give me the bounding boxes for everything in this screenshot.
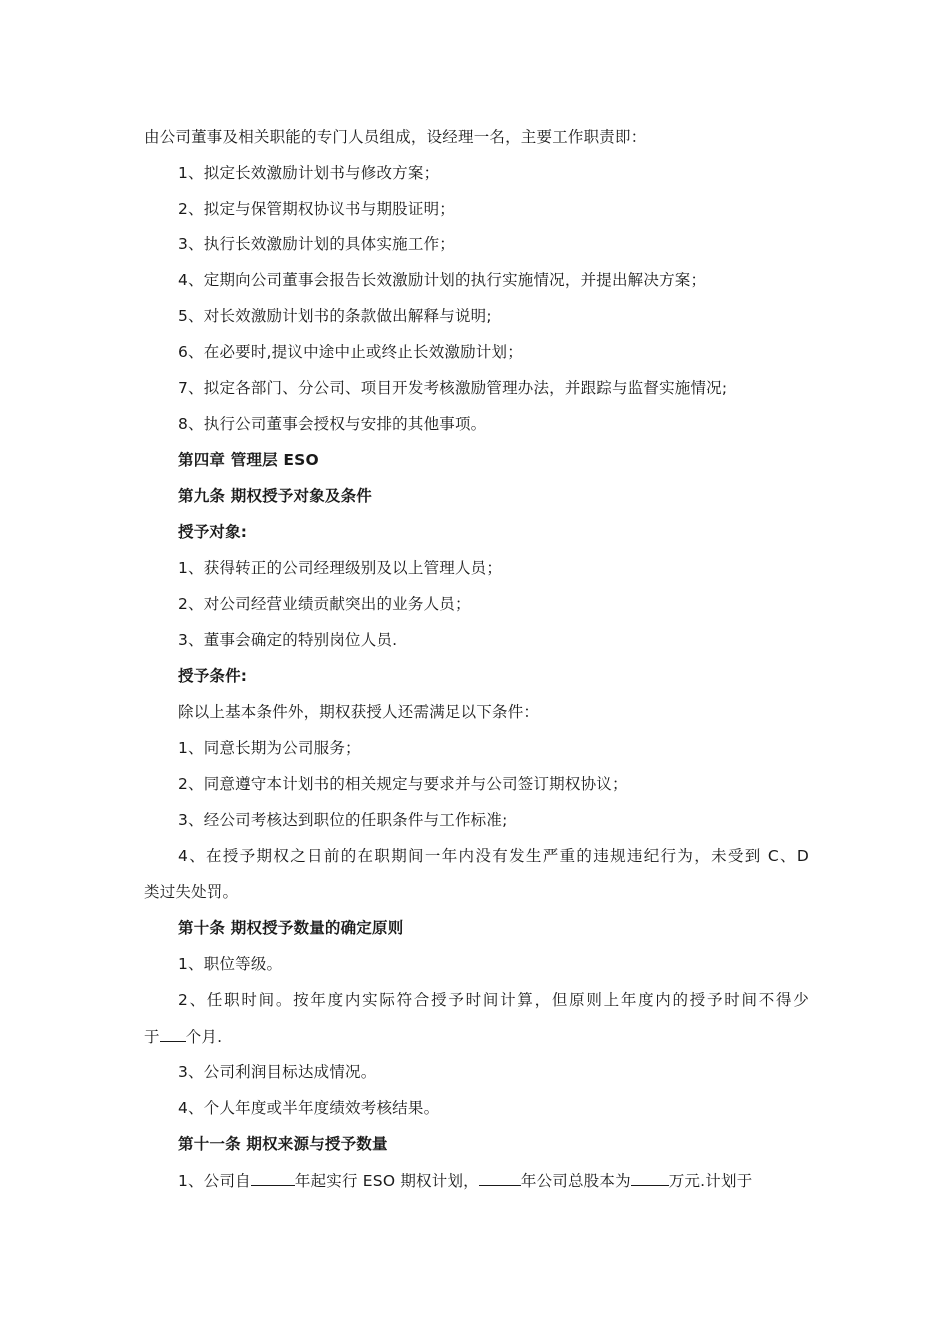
- list-item: 2、对公司经营业绩贡献突出的业务人员；: [178, 595, 471, 613]
- fill-blank: [479, 1169, 521, 1186]
- list-item: 2、同意遵守本计划书的相关规定与要求并与公司签订期权协议；: [178, 775, 628, 793]
- list-item: 7、拟定各部门、分公司、项目开发考核激励管理办法，并跟踪与监督实施情况;: [178, 379, 728, 397]
- list-item: 1、职位等级。: [178, 955, 283, 973]
- list-item: 1、获得转正的公司经理级别及以上管理人员；: [178, 559, 503, 577]
- article-heading: 第九条 期权授予对象及条件: [178, 487, 372, 505]
- fill-blank: [160, 1025, 186, 1042]
- subsection-heading: 授予对象:: [178, 523, 248, 541]
- paragraph-line: 除以上基本条件外，期权获授人还需满足以下条件：: [178, 703, 540, 721]
- paragraph-line: 类过失处罚。: [144, 883, 239, 901]
- fill-blank: [251, 1169, 295, 1186]
- fill-blank: [631, 1169, 669, 1186]
- subsection-heading: 授予条件:: [178, 667, 248, 685]
- list-item: [178, 1169, 809, 1192]
- text-fragment: 1、公司自: [178, 1172, 251, 1190]
- list-item: 2、拟定与保管期权协议书与期股证明；: [178, 200, 455, 218]
- article-heading: 第十一条 期权来源与授予数量: [178, 1135, 388, 1153]
- text-fragment: 年起实行 ESO 期权计划，: [294, 1172, 479, 1190]
- list-item: 3、董事会确定的特别岗位人员.: [178, 631, 398, 649]
- list-item: 4、在授予期权之日前的在职期间一年内没有发生严重的违规违纪行为，未受到 C、D: [178, 847, 809, 865]
- list-item: 1、拟定长效激励计划书与修改方案；: [178, 164, 440, 182]
- list-item: 1、同意长期为公司服务；: [178, 739, 361, 757]
- list-item: 3、公司利润目标达成情况。: [178, 1063, 377, 1081]
- paragraph-line: 由公司董事及相关职能的专门人员组成，设经理一名，主要工作职责即：: [144, 128, 647, 146]
- chapter-heading: 第四章 管理层 ESO: [178, 451, 319, 469]
- text-fragment: 个月.: [185, 1028, 223, 1046]
- list-item: 2、任职时间。按年度内实际符合授予时间计算，但原则上年度内的授予时间不得少: [178, 991, 809, 1009]
- list-item: 3、执行长效激励计划的具体实施工作；: [178, 235, 455, 253]
- text-fragment: 万元.计划于: [668, 1172, 753, 1190]
- list-item: 4、定期向公司董事会报告长效激励计划的执行实施情况，并提出解决方案；: [178, 271, 707, 289]
- paragraph-line: [144, 1025, 809, 1048]
- list-item: 8、执行公司董事会授权与安排的其他事项。: [178, 415, 487, 433]
- article-heading: 第十条 期权授予数量的确定原则: [178, 919, 404, 937]
- list-item: 6、在必要时,提议中途中止或终止长效激励计划；: [178, 343, 523, 361]
- list-item: 4、个人年度或半年度绩效考核结果。: [178, 1099, 440, 1117]
- text-fragment: 年公司总股本为: [520, 1172, 631, 1190]
- list-item: 3、经公司考核达到职位的任职条件与工作标准;: [178, 811, 508, 829]
- text-fragment: 于: [144, 1028, 160, 1046]
- list-item: 5、对长效激励计划书的条款做出解释与说明;: [178, 307, 492, 325]
